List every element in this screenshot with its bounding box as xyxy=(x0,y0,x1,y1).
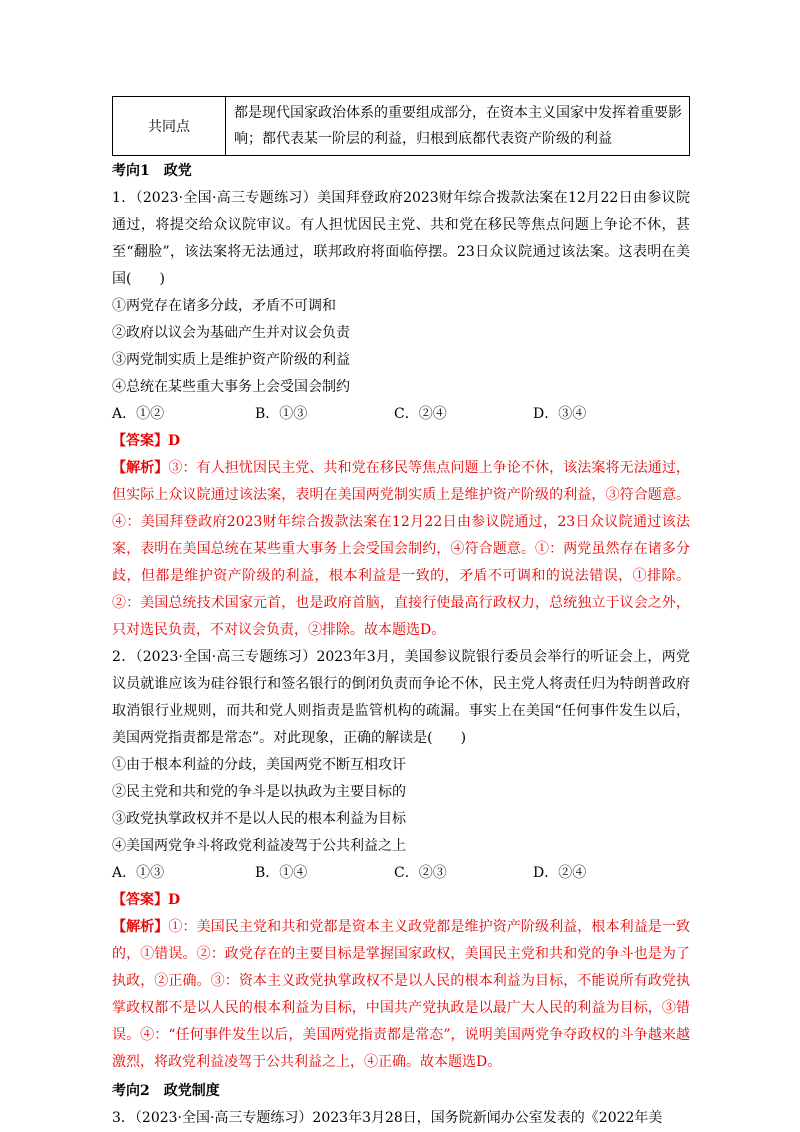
table-row-text: 都是现代国家政治体系的重要组成部分，在资本主义国家中发挥着重要影响；都代表某一阶层的利益，归根到底都代表资产阶级的利益 xyxy=(226,97,690,156)
question-2-option-2: ②民主党和共和党的争斗是以执政为主要目标的 xyxy=(112,784,406,800)
table-row-label: 共同点 xyxy=(113,97,226,156)
page-content xyxy=(112,96,690,1132)
comparison-table xyxy=(112,96,690,156)
question-1-option-3: ③两党制实质上是维护资产阶级的利益 xyxy=(112,352,350,368)
question-2-analysis xyxy=(112,914,690,1076)
analysis-label: 【解析】 xyxy=(112,919,169,935)
question-3-stem: 3．（2023·全国·高三专题练习）2023年3月28日，国务院新闻办公室发表的《2022年美 xyxy=(112,1110,663,1126)
question-2-option-1: ①由于根本利益的分歧，美国两党不断互相攻讦 xyxy=(112,757,406,773)
question-1-option-2: ②政府以议会为基础产生并对议会负责 xyxy=(112,325,350,341)
question-2-choice-c: C．②③ xyxy=(394,865,447,881)
question-1-stem: 1．（2023·全国·高三专题练习）美国拜登政府2023财年综合拨款法案在12月22日由参议院通过，将提交给众议院审议。有人担忧因民主党、共和党在移民等焦点问题上争论不休，甚至“翻脸”，该法案将无法通过，联邦政府将面临停摆。23日众议院通过该法案。这表明在美国( ) xyxy=(112,190,690,287)
question-2-choices xyxy=(112,860,690,887)
section-heading-party-system: 考向2 政党制度 xyxy=(112,1083,220,1099)
question-1-choice-b: B．①③ xyxy=(255,406,308,422)
question-1-option-1: ①两党存在诸多分歧，矛盾不可调和 xyxy=(112,298,336,314)
question-1-choices xyxy=(112,401,690,428)
analysis-text: ①：美国民主党和共和党都是资本主义政党都是维护资产阶级利益，根本利益是一致的，①错误。②：政党存在的主要目标是掌握国家政权，美国民主党和共和党的争斗也是为了执政，②正确。③：资本主义政党执掌政权不是以人民的根本利益为目标，不能说所有政党执掌政权都不是以人民的根本利益为目标，中国共产党执政是以最广大人民的利益为目标，③错误。④：“任何事件发生以后，美国两党指责都是常态”，说明美国两党争夺政权的斗争越来越激烈，将政党利益凌驾于公共利益之上，④正确。故本题选D。 xyxy=(112,919,691,1070)
question-2-answer xyxy=(112,887,690,914)
answer-label: 【答案】 xyxy=(112,892,168,908)
question-2-option-3: ③政党执掌政权并不是以人民的根本利益为目标 xyxy=(112,811,406,827)
question-2-stem: 2．（2023·全国·高三专题练习）2023年3月，美国参议院银行委员会举行的听证会上，两党议员就谁应该为硅谷银行和签名银行的倒闭负责而争论不休，民主党人将责任归为特朗普政府取消银行业规则，而共和党人则指责是监管机构的疏漏。事实上在美国“任何事件发生以后，美国两党指责都是常态”。对此现象，正确的解读是( ) xyxy=(112,649,690,746)
question-1-choice-c: C．②④ xyxy=(394,406,447,422)
question-2-choice-a: A．①③ xyxy=(112,865,165,881)
answer-label: 【答案】 xyxy=(112,433,168,449)
table-row xyxy=(113,97,690,156)
question-1-analysis xyxy=(112,455,690,644)
analysis-label: 【解析】 xyxy=(112,460,169,476)
analysis-text: ③：有人担忧因民主党、共和党在移民等焦点问题上争论不休，该法案将无法通过，但实际上众议院通过该法案，表明在美国两党制实质上是维护资产阶级的利益，③符合题意。④：美国拜登政府2023财年综合拨款法案在12月22日由参议院通过，23日众议院通过该法案，表明在美国总统在某些重大事务上会受国会制约，④符合题意。①：两党虽然存在诸多分歧，但都是维护资产阶级的利益，根本利益是一致的，矛盾不可调和的说法错误，①排除。②：美国总统技术国家元首，也是政府首脑，直接行使最高行政权力，总统独立于议会之外，只对选民负责，不对议会负责，②排除。故本题选D。 xyxy=(112,460,691,638)
question-1-answer xyxy=(112,428,690,455)
answer-value: D xyxy=(168,433,181,449)
section-heading-parties: 考向1 政党 xyxy=(112,163,192,179)
question-2-choice-b: B．①④ xyxy=(255,865,308,881)
question-1-choice-a: A．①② xyxy=(112,406,165,422)
question-1-choice-d: D．③④ xyxy=(533,406,587,422)
answer-value: D xyxy=(168,892,181,908)
question-1-option-4: ④总统在某些重大事务上会受国会制约 xyxy=(112,379,350,395)
question-2-choice-d: D．②④ xyxy=(533,865,587,881)
question-2-option-4: ④美国两党争斗将政党利益凌驾于公共利益之上 xyxy=(112,838,406,854)
